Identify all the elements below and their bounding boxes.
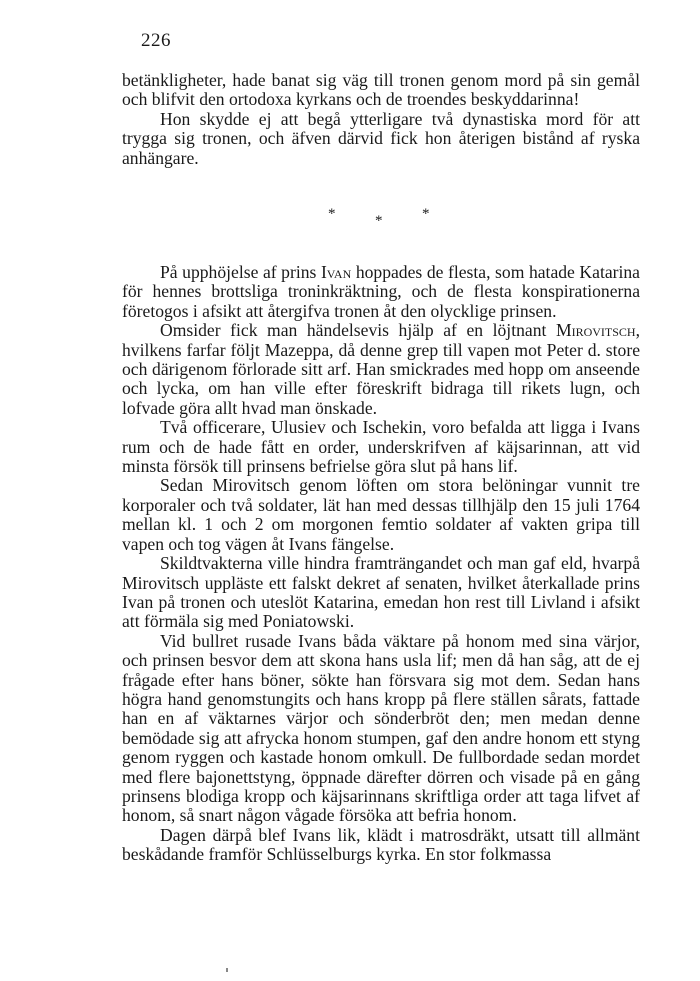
paragraph: [122, 263, 640, 321]
name-small-caps: Mirovitsch: [555, 320, 636, 341]
paragraph-text: , hvilkens farfar följt Mazeppa, då denne grep till vapen mot Peter d. store och därigenom förlorade sitt arf. Han smickrades med hopp om anseende och lycka, om han ville efter föreskrift bidraga till rikets lugn, och lofvade göra allt hvad man önskade.: [122, 320, 640, 418]
page-number: 226: [141, 30, 171, 51]
scan-mark: [226, 968, 228, 972]
paragraph-text: På upphöjelse af prins: [160, 262, 321, 282]
paragraph: Skildtvakterna ville hindra framträngandet och man gaf eld, hvarpå Mirovitsch uppläste ett falskt dekret af senaten, hvilket återkallade prins Ivan på tronen och uteslöt Katarina, emedan hon rest till Livland i afsikt att förmäla sig med Poniatowski.: [122, 553, 640, 632]
paragraph: Vid bullret rusade Ivans båda väktare på honom med sina värjor, och prinsen besvor dem att skona hans usla lif; men då han såg, att de ej frågade efter hans böner, sökte han försvara sig mot dem. Sedan hans högra hand genomstungits och hans kropp på flere ställen sårats, fattade han en af väktarnes värjor och sönderbröt den; men medan denne bemödade sig att afrycka honom stumpen, gaf den andre honom ett styng genom ryggen och kastade honom omkull. De fullbordade sedan mordet med flere bajonettstyng, öppnade därefter dörren och visade på en gång prinsens blodiga kropp och käjsarinnans skriftliga order att taga lifvet af honom, så snart någon vågade försöka att befria honom.: [122, 630, 640, 826]
name-small-caps: Ivan: [320, 262, 352, 282]
top-text-block: [122, 71, 640, 168]
paragraph-text: Omsider fick man händelsevis hjälp af en löjtnant: [160, 320, 556, 341]
paragraph-text: hoppades de flesta, som hatade Katarina för hennes brottsliga troninkräktning, och de flesta konspirationerna företogos i afsikt att återgifva tronen åt den olycklige prinsen.: [122, 262, 640, 321]
paragraph: Två officerare, Ulusiev och Ischekin, voro befalda att ligga i Ivans rum och de hade fått en order, underskrifven af käjsarinnan, att vid minsta försök till prinsens befrielse göra slut på hans lif.: [122, 417, 640, 477]
separator-star-icon: *: [375, 213, 383, 229]
paragraph: [122, 321, 640, 418]
main-text-block: [122, 263, 640, 865]
section-separator: [0, 206, 700, 229]
paragraph: Sedan Mirovitsch genom löften om stora belöningar vunnit tre korporaler och två soldater, lät han med dessas tillhjälp den 15 juli 1764 mellan kl. 1 och 2 om morgonen femtio soldater af vakten gripa till vapen och tog vägen åt Ivans fängelse.: [122, 475, 640, 554]
paragraph: Hon skydde ej att begå ytterligare två dynastiska mord för att trygga sig tronen, och äfven därvid fick hon återigen bistånd af ryska anhängare.: [122, 108, 640, 168]
paragraph-continuation: betänkligheter, hade banat sig väg till tronen genom mord på sin gemål och blifvit den ortodoxa kyrkans och de troendes beskyddarinna!: [122, 70, 640, 110]
separator-star-icon: *: [422, 206, 430, 222]
separator-star-icon: *: [328, 206, 336, 222]
paragraph: Dagen därpå blef Ivans lik, klädt i matrosdräkt, utsatt till allmänt beskådande framför Schlüsselburgs kyrka. En stor folkmassa: [122, 824, 640, 865]
